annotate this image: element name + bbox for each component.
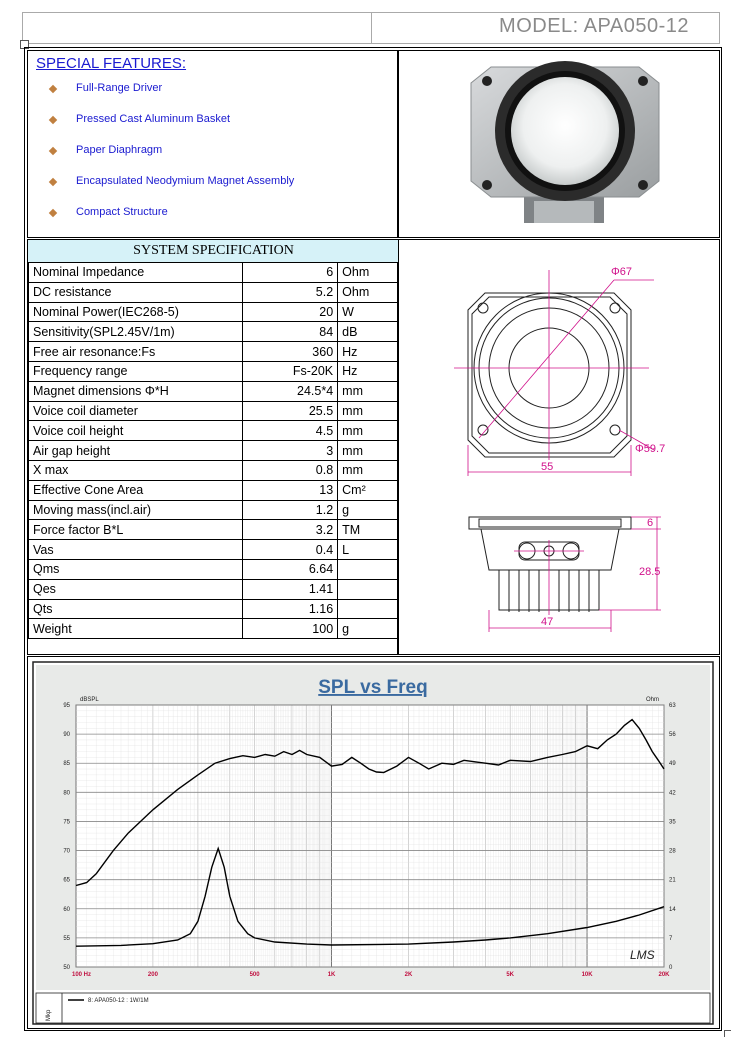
spec-row [29,401,399,421]
spec-name: X max [29,460,243,480]
bullet-icon [49,116,57,124]
spec-row [29,322,399,342]
spec-name: Qes [29,579,243,599]
spec-row [29,480,399,500]
y-tick-right: 21 [669,877,676,884]
right-axis-label: Ohm [646,697,660,703]
y-tick-right: 56 [669,732,676,739]
spec-unit: Ohm [338,282,399,302]
spec-name: Nominal Power(IEC268-5) [29,302,243,322]
feature-item: Encapsulated Neodymium Magnet Assembly [76,175,295,187]
spec-unit: L [338,540,399,560]
spec-table-cell [27,239,398,655]
bullet-icon [49,147,57,155]
spec-name: Force factor B*L [29,520,243,540]
technical-drawing [399,240,719,654]
spec-value: 100 [242,619,338,639]
spec-table [28,262,399,639]
y-tick-left: 65 [63,877,70,884]
spec-name: DC resistance [29,282,243,302]
spec-name: Air gap height [29,441,243,461]
drawing-cell [398,239,720,655]
spec-unit: mm [338,421,399,441]
spec-value: 6.64 [242,559,338,579]
spec-value: 25.5 [242,401,338,421]
y-tick-right: 49 [669,761,676,768]
spec-value: 1.2 [242,500,338,520]
y-tick-left: 60 [63,906,70,913]
spec-value: 4.5 [242,421,338,441]
spec-row [29,263,399,283]
spec-unit [338,559,399,579]
dim-front-width: 55 [541,461,554,473]
spec-row [29,342,399,362]
dim-outer-diameter: Φ67 [611,266,633,278]
bullet-icon [49,85,57,93]
spec-value: 1.41 [242,579,338,599]
spec-name: Qts [29,599,243,619]
y-tick-right: 42 [669,790,676,797]
spec-row [29,282,399,302]
spec-name: Qms [29,559,243,579]
spec-unit: mm [338,460,399,480]
spec-value: 84 [242,322,338,342]
spec-value: 20 [242,302,338,322]
model-title: MODEL: APA050-12 [499,15,689,37]
y-tick-right: 35 [669,819,676,826]
spec-unit: mm [338,401,399,421]
header-left-cell [23,13,372,43]
datasheet-frame [24,47,722,1031]
spec-name: Moving mass(incl.air) [29,500,243,520]
dim-flange-depth: 6 [647,517,654,529]
spec-name: Voice coil height [29,421,243,441]
bullet-icon [49,209,57,217]
spec-name: Voice coil diameter [29,401,243,421]
plot-area [76,705,664,967]
y-tick-right: 28 [669,848,676,855]
spec-unit: Cm² [338,480,399,500]
spec-value: 6 [242,263,338,283]
spec-value: 3 [242,441,338,461]
spec-unit: TM [338,520,399,540]
spec-unit: g [338,619,399,639]
corner-mark [724,1030,731,1037]
y-tick-left: 85 [63,761,70,768]
dim-inner-diameter: Φ59.7 [635,443,666,455]
bullet-icon [49,178,57,186]
chart-grid [76,705,664,967]
spec-value: 24.5*4 [242,381,338,401]
y-tick-right: 14 [669,906,676,913]
x-tick: 2K [404,972,413,978]
y-tick-left: 70 [63,848,70,855]
spec-unit [338,599,399,619]
spl-chart [28,657,719,1028]
spec-row [29,421,399,441]
watermark: LMS [630,948,655,962]
spec-row [29,559,399,579]
spec-row [29,441,399,461]
x-tick: 5K [506,972,514,978]
spec-row [29,579,399,599]
chart-title: SPL vs Freq [318,677,428,698]
x-tick: 500 [249,972,260,978]
chart-cell [27,656,720,1029]
x-tick: 200 [147,972,158,978]
spec-value: 0.4 [242,540,338,560]
spec-unit: mm [338,441,399,461]
spec-row [29,599,399,619]
x-tick: 10K [581,972,593,978]
spec-name: Sensitivity(SPL2.45V/1m) [29,322,243,342]
y-tick-left: 80 [63,790,70,797]
spec-name: Weight [29,619,243,639]
spec-row [29,381,399,401]
spec-row [29,500,399,520]
x-tick: 20K [658,972,670,978]
y-tick-left: 75 [63,819,70,826]
spec-row [29,619,399,639]
legend-side-label: Mkp [46,1009,52,1021]
spec-row [29,460,399,480]
spec-row [29,361,399,381]
x-tick: 1K [327,972,336,978]
spec-value: 3.2 [242,520,338,540]
spec-name: Magnet dimensions Φ*H [29,381,243,401]
spec-unit: Hz [338,361,399,381]
features-title: SPECIAL FEATURES: [36,55,187,72]
spec-name: Nominal Impedance [29,263,243,283]
spec-title: SYSTEM SPECIFICATION [28,240,399,263]
y-tick-right: 63 [669,703,676,709]
speaker-photo [399,51,719,237]
spec-unit: g [338,500,399,520]
spec-unit: Hz [338,342,399,362]
feature-item: Compact Structure [76,206,168,218]
spec-unit: W [338,302,399,322]
dim-total-depth: 28.5 [639,566,661,578]
header-bar [22,12,720,44]
spec-unit: dB [338,322,399,342]
features-cell [27,50,398,238]
x-tick: 100 Hz [72,972,92,978]
spec-unit: Ohm [338,263,399,283]
legend-entry: 8: APA050-12 : 1W/1M [88,998,149,1004]
feature-item: Full-Range Driver [76,82,163,94]
spec-row [29,302,399,322]
spec-value: 360 [242,342,338,362]
y-tick-left: 55 [63,935,70,942]
spec-name: Effective Cone Area [29,480,243,500]
spec-name: Vas [29,540,243,560]
feature-item: Pressed Cast Aluminum Basket [76,113,231,125]
spec-name: Free air resonance:Fs [29,342,243,362]
spec-row [29,520,399,540]
spec-row [29,540,399,560]
spec-value: 0.8 [242,460,338,480]
spec-unit: mm [338,381,399,401]
spec-value: 13 [242,480,338,500]
spec-name: Frequency range [29,361,243,381]
y-tick-left: 95 [63,703,70,709]
spec-value: 5.2 [242,282,338,302]
left-axis-label: dBSPL [80,697,99,703]
y-tick-right: 7 [669,935,673,942]
spec-value: 1.16 [242,599,338,619]
y-tick-right: 0 [669,965,673,971]
y-tick-left: 90 [63,732,70,739]
spec-unit [338,579,399,599]
y-tick-left: 50 [63,965,70,971]
feature-item: Paper Diaphragm [76,144,163,156]
product-photo-cell [398,50,720,238]
dim-back-width: 47 [541,616,554,628]
spec-value: Fs-20K [242,361,338,381]
